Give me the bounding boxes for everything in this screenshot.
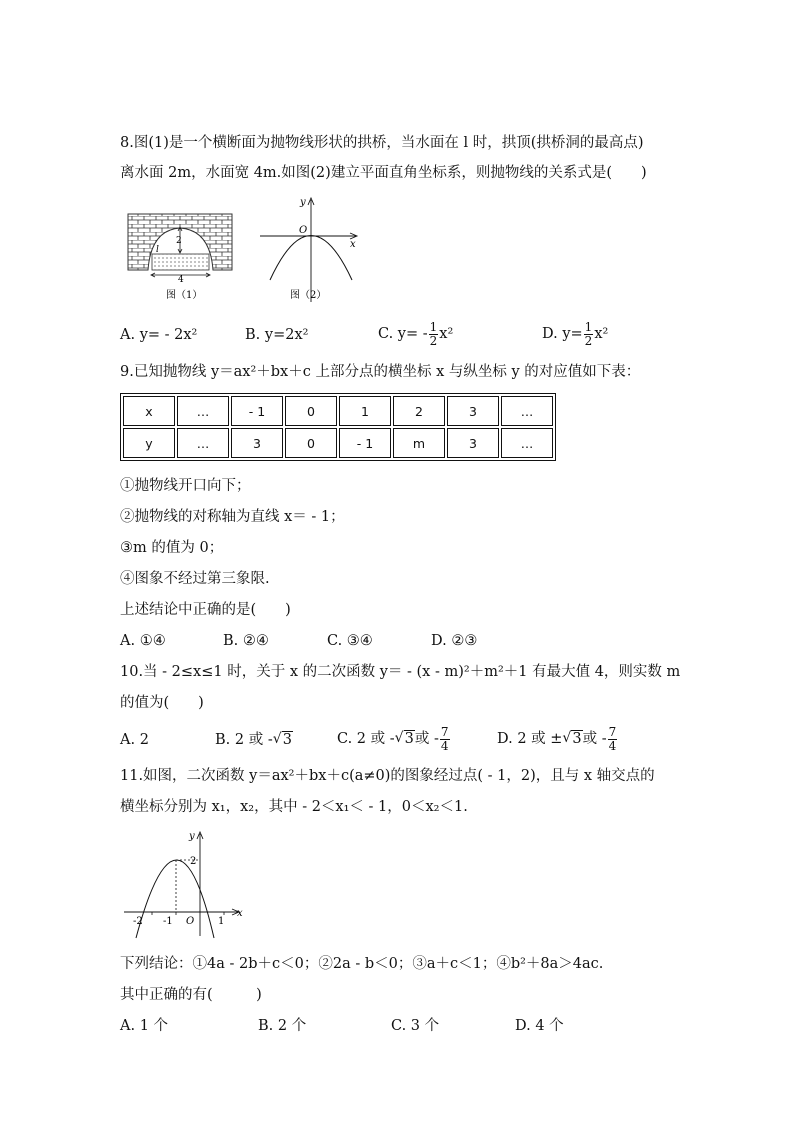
fig1-caption: 图（1） bbox=[166, 290, 203, 301]
graph-tick-2: 2 bbox=[190, 856, 197, 867]
q8-figure-2 bbox=[256, 192, 366, 307]
q10-stem-line2: 的值为( ) bbox=[120, 695, 204, 711]
q9-option-b: B. ②④ bbox=[223, 633, 269, 649]
q8-option-a: A. y= - 2x² bbox=[120, 327, 198, 343]
graph-y-label: y bbox=[189, 831, 195, 842]
q8-option-d: D. y= $\frac{1}{2}$ x² bbox=[542, 319, 609, 348]
table-cell: … bbox=[177, 396, 229, 426]
q11-graph bbox=[120, 826, 250, 941]
graph-x-label: x bbox=[237, 908, 243, 919]
fig2-x-label: x bbox=[350, 239, 356, 250]
q10-option-b: B. 2 或 -√ 3 bbox=[215, 730, 293, 750]
fig2-y-label: y bbox=[300, 197, 306, 208]
table-cell: 1 bbox=[339, 396, 391, 426]
graph-tick-m1: -1 bbox=[163, 916, 173, 927]
q8-stem-line1: 8.图(1)是一个横断面为抛物线形状的拱桥，当水面在 l 时，拱顶(拱桥洞的最高点) bbox=[120, 135, 644, 151]
q11-option-b: B. 2 个 bbox=[258, 1018, 307, 1034]
q9-statement-2: ②抛物线的对称轴为直线 x＝ - 1； bbox=[120, 509, 345, 525]
table-cell: 0 bbox=[285, 396, 337, 426]
q11-option-a: A. 1 个 bbox=[120, 1018, 169, 1034]
q9-statement-4: ④图象不经过第三象限. bbox=[120, 571, 270, 587]
graph-tick-1: 1 bbox=[218, 916, 225, 927]
table-cell: 2 bbox=[393, 396, 445, 426]
q11-conclusions: 下列结论：①4a - 2b＋c＜0；②2a - b＜0；③a＋c＜1；④b²＋8a＞4ac. bbox=[120, 956, 604, 972]
table-cell: x bbox=[123, 396, 175, 426]
q9-option-d: D. ②③ bbox=[431, 633, 478, 649]
graph-tick-m2: -2 bbox=[133, 916, 143, 927]
q9-statement-1: ①抛物线开口向下； bbox=[120, 478, 251, 494]
table-cell: 0 bbox=[285, 428, 337, 458]
q9-statement-3: ③m 的值为 0； bbox=[120, 540, 224, 556]
q11-option-c: C. 3 个 bbox=[391, 1018, 440, 1034]
q10-stem-line1: 10.当 - 2≤x≤1 时，关于 x 的二次函数 y＝ - (x - m)²＋m²＋1 有最大值 4，则实数 m bbox=[120, 664, 681, 680]
table-cell: 3 bbox=[447, 428, 499, 458]
q10-option-d: D. 2 或 ±√ 3或 - $\frac{7}{4}$ bbox=[497, 721, 618, 757]
table-cell: … bbox=[501, 428, 553, 458]
fig2-origin-label: O bbox=[299, 225, 308, 236]
q9-value-table bbox=[120, 393, 556, 461]
q8-stem-line2: 离水面 2m，水面宽 4m.如图(2)建立平面直角坐标系，则抛物线的关系式是( ) bbox=[120, 165, 647, 181]
q8-option-b: B. y=2x² bbox=[245, 327, 309, 343]
q9-option-c: C. ③④ bbox=[327, 633, 373, 649]
q11-stem-line2: 横坐标分别为 x₁，x₂，其中 - 2＜x₁＜ - 1，0＜x₂＜1. bbox=[120, 799, 468, 815]
q11-stem-line1: 11.如图，二次函数 y＝ax²＋bx＋c(a≠0)的图象经过点( - 1，2)，且与 x 轴交点的 bbox=[120, 768, 655, 784]
table-cell: - 1 bbox=[231, 396, 283, 426]
q10-option-c: C. 2 或 -√ 3或 - $\frac{7}{4}$ bbox=[337, 721, 451, 757]
q11-option-d: D. 4 个 bbox=[515, 1018, 564, 1034]
q10-option-a: A. 2 bbox=[120, 732, 149, 748]
table-cell: m bbox=[393, 428, 445, 458]
graph-origin-label: O bbox=[186, 916, 195, 927]
table-row bbox=[123, 396, 553, 426]
table-row bbox=[123, 428, 553, 458]
fig2-caption: 图（2） bbox=[290, 290, 327, 301]
q9-question: 上述结论中正确的是( ) bbox=[120, 602, 291, 618]
q8-figure-1 bbox=[126, 208, 236, 308]
table-cell: y bbox=[123, 428, 175, 458]
q9-option-a: A. ①④ bbox=[120, 633, 166, 649]
q9-stem: 9.已知抛物线 y＝ax²＋bx＋c 上部分点的横坐标 x 与纵坐标 y 的对应值如下表： bbox=[120, 364, 641, 380]
q8-option-c: C. y= - $\frac{1}{2}$ x² bbox=[378, 319, 454, 348]
fig1-width-label: 4 bbox=[178, 275, 184, 285]
q11-question: 其中正确的有( ) bbox=[120, 987, 262, 1003]
table-cell: 3 bbox=[231, 428, 283, 458]
table-cell: - 1 bbox=[339, 428, 391, 458]
fig1-water-label: l bbox=[156, 245, 159, 255]
fig1-height-label: 2 bbox=[176, 236, 182, 246]
table-cell: … bbox=[501, 396, 553, 426]
table-cell: 3 bbox=[447, 396, 499, 426]
table-cell: … bbox=[177, 428, 229, 458]
